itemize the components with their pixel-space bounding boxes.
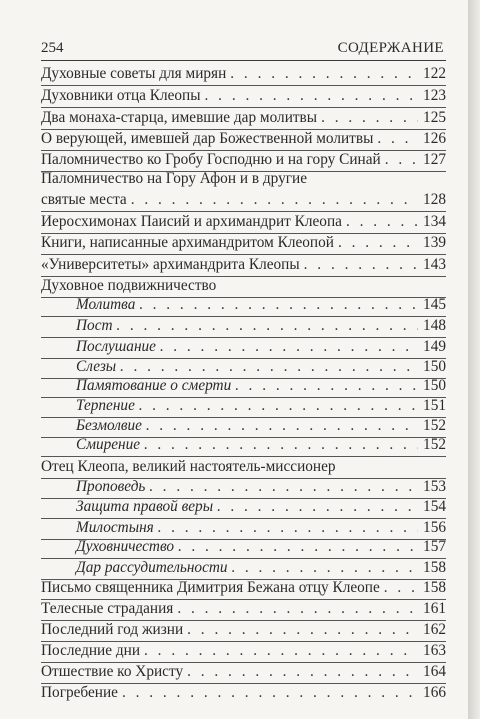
toc-page-number: 152 — [423, 436, 446, 453]
toc-page-number: 158 — [423, 559, 446, 576]
toc-page-number: 151 — [423, 397, 446, 414]
toc-entry-title: Слезы — [76, 358, 117, 375]
dot-leader — [160, 336, 418, 357]
toc-subentry — [76, 395, 446, 416]
toc-subentry — [76, 415, 446, 436]
toc-subentry — [76, 557, 446, 578]
dot-leader — [144, 640, 418, 661]
toc-subentry — [76, 496, 446, 517]
toc-page-number: 145 — [423, 296, 446, 313]
dot-leader — [120, 356, 418, 377]
toc-page-number: 152 — [423, 417, 446, 434]
toc-entry — [41, 661, 446, 682]
toc-entry-title: Отец Клеопа, великий настоятель-миссионер — [41, 458, 336, 475]
toc-entry-title: святые места — [41, 191, 127, 208]
toc-entry — [41, 85, 446, 106]
toc-entry-title: «Университеты» архимандрита Клеопы — [41, 256, 300, 273]
toc-entry — [41, 149, 446, 170]
toc-entry-title: Молитва — [76, 296, 136, 313]
toc-entry-title: Духовное подвижничество — [41, 277, 217, 294]
section-title: СОДЕРЖАНИЕ — [337, 40, 444, 56]
dot-leader — [232, 557, 418, 578]
toc-entry — [41, 63, 446, 84]
toc-entry-title: Пост — [76, 317, 113, 334]
toc-page-number: 156 — [423, 519, 446, 536]
toc-page-number: 128 — [423, 191, 446, 208]
toc-page-number: 162 — [423, 621, 446, 638]
toc-entry — [41, 682, 446, 703]
dot-leader — [131, 189, 418, 210]
toc-page-number: 148 — [423, 317, 446, 334]
toc-subentry — [76, 476, 446, 497]
toc-subentry — [76, 434, 446, 455]
toc-entry — [41, 275, 446, 296]
toc-entry — [41, 619, 446, 640]
toc-entry — [41, 640, 446, 661]
toc-page-number: 150 — [423, 358, 446, 375]
header-rule — [41, 60, 446, 61]
toc-page-number: 149 — [423, 338, 446, 355]
toc-entry-title: Безмолвие — [76, 417, 142, 434]
toc-subentry — [76, 375, 446, 396]
dot-leader — [187, 619, 418, 640]
toc-subentry — [76, 536, 446, 557]
toc-page-number: 134 — [423, 213, 446, 230]
toc-page-number: 143 — [423, 256, 446, 273]
dot-leader — [144, 434, 418, 455]
toc-page-number: 163 — [423, 642, 446, 659]
toc-subentry — [76, 517, 446, 538]
toc-page-number: 150 — [423, 377, 446, 394]
dot-leader — [187, 661, 418, 682]
toc-page-number: 154 — [423, 498, 446, 515]
toc-entry — [41, 577, 446, 598]
toc-page-number: 139 — [423, 234, 446, 251]
dot-leader — [321, 107, 418, 128]
toc-entry-title: Проповедь — [76, 478, 146, 495]
toc-entry-title: Иеросхимонах Паисий и архимандрит Клеопа — [41, 213, 342, 230]
toc-subentry — [76, 336, 446, 357]
toc-entry — [41, 598, 446, 619]
toc-entry — [41, 128, 446, 149]
dot-leader — [235, 375, 418, 396]
toc-entry-title: Памятование о смерти — [76, 377, 232, 394]
toc-page-number: 125 — [423, 109, 446, 126]
dot-leader — [139, 395, 418, 416]
toc-entry — [41, 254, 446, 275]
toc-page-number: 122 — [423, 65, 446, 82]
dot-leader — [384, 577, 418, 598]
toc-entry — [41, 168, 446, 210]
toc-entry-title: Два монаха-старца, имевшие дар молитвы — [41, 109, 318, 126]
dot-leader — [346, 211, 418, 232]
dot-leader — [385, 149, 418, 170]
dot-leader — [149, 476, 418, 497]
toc-entry-title: Телесные страдания — [41, 600, 174, 617]
toc-entry-title: Отшествие ко Христу — [41, 663, 184, 680]
toc-entry-title: Погребение — [41, 684, 118, 701]
toc-entry-title: Паломничество ко Гробу Господню и на гору Синай — [41, 151, 381, 168]
toc-page-number: 161 — [423, 600, 446, 617]
dot-leader — [117, 315, 418, 336]
toc-entry-title: Письмо священника Димитрия Бежана отцу Клеопе — [41, 579, 380, 596]
toc-page-number: 158 — [423, 579, 446, 596]
toc-subentry — [76, 315, 446, 336]
toc-entry-title: Защита правой веры — [76, 498, 214, 515]
toc-entry — [41, 211, 446, 232]
toc-entry-title: Послушание — [76, 338, 156, 355]
dot-leader — [377, 128, 418, 149]
page-number: 254 — [41, 40, 64, 56]
toc-entry-title: Смирение — [76, 436, 141, 453]
toc-subentry — [76, 356, 446, 377]
toc-subentry — [76, 294, 446, 315]
toc-entry-title: Терпение — [76, 397, 135, 414]
toc-page-number: 164 — [423, 663, 446, 680]
toc-page-number: 166 — [423, 684, 446, 701]
dot-leader — [230, 63, 418, 84]
dot-leader — [146, 415, 418, 436]
dot-leader — [122, 682, 418, 703]
dot-leader — [158, 517, 418, 538]
toc-entry — [41, 456, 446, 477]
toc-entry — [41, 107, 446, 128]
toc-entry-title: Духовничество — [76, 538, 175, 555]
dot-leader — [304, 254, 418, 275]
dot-leader — [178, 536, 418, 557]
dot-leader — [177, 598, 418, 619]
dot-leader — [338, 232, 418, 253]
toc-entry-title-line1: Паломничество на Гору Афон и в другие — [41, 170, 308, 187]
toc-entry-title: Духовные советы для мирян — [41, 65, 227, 82]
toc-entry-title: Духовники отца Клеопы — [41, 87, 201, 104]
toc-page-number: 126 — [423, 130, 446, 147]
toc-entry-title: Дар рассудительности — [76, 559, 228, 576]
toc-page-number: 153 — [423, 478, 446, 495]
dot-leader — [139, 294, 418, 315]
dot-leader — [217, 496, 418, 517]
toc-page-number: 127 — [423, 151, 446, 168]
book-spine-shadow — [468, 0, 480, 719]
toc-entry-title: Милостыня — [76, 519, 154, 536]
toc-entry-title: О верующей, имевшей дар Божественной молитвы — [41, 130, 374, 147]
toc-page-number: 123 — [423, 87, 446, 104]
toc-entry-title: Книги, написанные архимандритом Клеопой — [41, 234, 334, 251]
toc-page-number: 157 — [423, 538, 446, 555]
page-header — [41, 40, 444, 62]
toc-entry-title: Последний год жизни — [41, 621, 184, 638]
dot-leader — [205, 85, 418, 106]
toc-entry-title: Последние дни — [41, 642, 141, 659]
toc-entry — [41, 232, 446, 253]
